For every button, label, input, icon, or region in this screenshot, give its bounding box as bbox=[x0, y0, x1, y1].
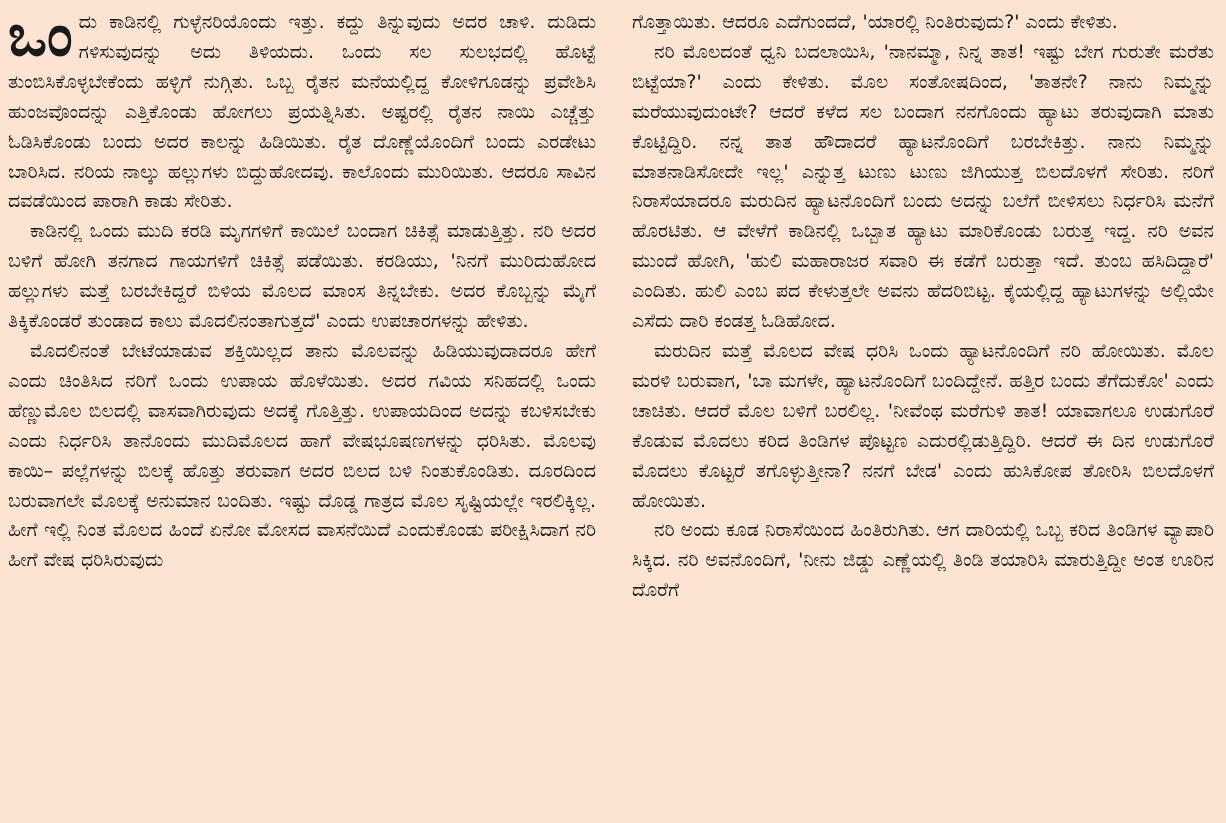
paragraph-text: ದು ಕಾಡಿನಲ್ಲಿ ಗುಳ್ಳೆನರಿಯೊಂದು ಇತ್ತು. ಕದ್ದು ತಿನ್ನುವುದು ಅದರ ಚಾಳಿ. ದುಡಿದು ಗಳಿಸುವುದನ್ನು ಅದು ತಿಳಿಯದು. ಒಂದು ಸಲ ಸುಲಭದಲ್ಲಿ ಹೊಟ್ಟೆ ತುಂಬಿಸಿಕೊಳ್ಳಬೇಕೆಂದು ಹಳ್ಳಿಗೆ ನುಗ್ಗಿತು. ಒಬ್ಬ ರೈತನ ಮನೆಯಲ್ಲಿದ್ದ ಕೋಳಿಗೂಡನ್ನು ಪ್ರವೇಶಿಸಿ ಹುಂಜವೊಂದನ್ನು ಎತ್ತಿಕೊಂಡು ಹೋಗಲು ಪ್ರಯತ್ನಿಸಿತು. ಅಷ್ಟರಲ್ಲಿ ರೈತನ ನಾಯಿ ಎಚ್ಚೆತ್ತು ಓಡಿಸಿಕೊಂಡು ಬಂದು ಅದರ ಕಾಲನ್ನು ಹಿಡಿಯಿತು. ರೈತ ದೊಣ್ಣೆಯೊಂದಿಗೆ ಬಂದು ಎರಡೇಟು ಬಾರಿಸಿದ. ನರಿಯ ನಾಲ್ಕು ಹಲ್ಲುಗಳು ಬಿದ್ದುಹೋದವು. ಕಾಲೊಂದು ಮುರಿಯಿತು. ಆದರೂ ಸಾವಿನ ದವಡೆಯಿಂದ ಪಾರಾಗಿ ಕಾಡು ಸೇರಿತು. bbox=[8, 11, 596, 213]
paragraph: ಗೊತ್ತಾಯಿತು. ಆದರೂ ಎದೆಗುಂದದೆ, 'ಯಾರಲ್ಲಿ ನಿಂತಿರುವುದು?' ಎಂದು ಕೇಳಿತು. bbox=[632, 11, 1118, 33]
paragraph: ನರಿ ಮೊಲದಂತೆ ಧ್ವನಿ ಬದಲಾಯಿಸಿ, 'ನಾನಮ್ಮಾ, ನಿನ್ನ ತಾತ! ಇಷ್ಟು ಬೇಗ ಗುರುತೇ ಮರೆತು ಬಿಟ್ಟೆಯಾ?' ಎಂದು ಕೇಳಿತು. ಮೊಲ ಸಂತೋಷದಿಂದ, 'ತಾತನೇ? ನಾನು ನಿಮ್ಮನ್ನು ಮರೆಯುವುದುಂಟೇ? ಆದರೆ ಕಳೆದ ಸಲ ಬಂದಾಗ ನನಗೊಂದು ಹ್ಯಾಟು ತರುವುದಾಗಿ ಮಾತು ಕೊಟ್ಟಿದ್ದಿರಿ. ನನ್ನ ತಾತ ಹೌದಾದರೆ ಹ್ಯಾಟನೊಂದಿಗೆ ಬರಬೇಕಿತ್ತು. ನಾನು ನಿಮ್ಮನ್ನು ಮಾತನಾಡಿಸೋದೇ ಇಲ್ಲ' ಎನ್ನುತ್ತ ಟುಣು ಟುಣು ಜಿಗಿಯುತ್ತ ಬಿಲದೊಳಗೆ ಸೇರಿತು. ನರಿಗೆ ನಿರಾಸೆಯಾದರೂ ಮರುದಿನ ಹ್ಯಾಟನೊಂದಿಗೆ ಬಂದು ಅದನ್ನು ಬಲೆಗೆ ಬೀಳಿಸಲು ನಿರ್ಧರಿಸಿ ಮನೆಗೆ ಹೊರಟಿತು. ಆ ವೇಳೆಗೆ ಕಾಡಿನಲ್ಲಿ ಒಬ್ಬಾತ ಹ್ಯಾಟು ಮಾರಿಕೊಂಡು ಬರುತ್ತ ಇದ್ದ. ನರಿ ಅವನ ಮುಂದೆ ಹೋಗಿ, 'ಹುಲಿ ಮಹಾರಾಜರ ಸವಾರಿ ಈ ಕಡೆಗೆ ಬರುತ್ತಾ ಇದೆ. ತುಂಬ ಹಸಿದಿದ್ದಾರೆ' ಎಂದಿತು. ಹುಲಿ ಎಂಬ ಪದ ಕೇಳುತ್ತಲೇ ಅವನು ಹೆದರಿಬಿಟ್ಟ. ಕೈಯಲ್ಲಿದ್ದ ಹ್ಯಾಟುಗಳನ್ನು ಅಲ್ಲಿಯೇ ಎಸೆದು ದಾರಿ ಕಂಡತ್ತ ಓಡಿಹೋದ. bbox=[632, 40, 1214, 333]
paragraph bbox=[8, 1, 596, 217]
left-column bbox=[0, 0, 606, 823]
right-column bbox=[622, 0, 1226, 823]
paragraph: ಮೊದಲಿನಂತೆ ಬೇಟೆಯಾಡುವ ಶಕ್ತಿಯಿಲ್ಲದ ತಾನು ಮೊಲವನ್ನು ಹಿಡಿಯುವುದಾದರೂ ಹೇಗೆ ಎಂದು ಚಿಂತಿಸಿದ ನರಿಗೆ ಒಂದು ಉಪಾಯ ಹೊಳೆಯಿತು. ಅದರ ಗವಿಯ ಸನಿಹದಲ್ಲಿ ಒಂದು ಹೆಣ್ಣುಮೊಲ ಬಿಲದಲ್ಲಿ ವಾಸವಾಗಿರುವುದು ಅದಕ್ಕೆ ಗೊತ್ತಿತ್ತು. ಉಪಾಯದಿಂದ ಅದನ್ನು ಕಬಳಿಸಬೇಕು ಎಂದು ನಿರ್ಧರಿಸಿ ತಾನೊಂದು ಮುದಿಮೊಲದ ಹಾಗೆ ವೇಷಭೂಷಣಗಳನ್ನು ಧರಿಸಿತು. ಮೊಲವು ಕಾಯಿ– ಪಲ್ಲೆಗಳನ್ನು ಬಿಲಕ್ಕೆ ಹೊತ್ತು ತರುವಾಗ ಅದರ ಬಿಲದ ಬಳಿ ನಿಂತುಕೊಂಡಿತು. ದೂರದಿಂದ ಬರುವಾಗಲೇ ಮೊಲಕ್ಕೆ ಅನುಮಾನ ಬಂದಿತು. ಇಷ್ಟು ದೊಡ್ಡ ಗಾತ್ರದ ಮೊಲ ಸೃಷ್ಟಿಯಲ್ಲೇ ಇರಲಿಕ್ಕಿಲ್ಲ. ಹೀಗೆ ಇಲ್ಲಿ ನಿಂತ ಮೊಲದ ಹಿಂದೆ ಏನೋ ಮೋಸದ ವಾಸನೆಯಿದೆ ಎಂದುಕೊಂಡು ಪರೀಕ್ಷಿಸಿದಾಗ ನರಿ ಹೀಗೆ ವೇಷ ಧರಿಸಿರುವುದು bbox=[8, 339, 596, 572]
paragraph: ನರಿ ಅಂದು ಕೂಡ ನಿರಾಸೆಯಿಂದ ಹಿಂತಿರುಗಿತು. ಆಗ ದಾರಿಯಲ್ಲಿ ಒಬ್ಬ ಕರಿದ ತಿಂಡಿಗಳ ವ್ಯಾಪಾರಿ ಸಿಕ್ಕಿದ. ನರಿ ಅವನೊಂದಿಗೆ, 'ನೀನು ಜಿಡ್ಡು ಎಣ್ಣೆಯಲ್ಲಿ ತಿಂಡಿ ತಯಾರಿಸಿ ಮಾರುತ್ತಿದ್ದೀ ಅಂತ ಊರಿನ ದೊರೆಗೆ bbox=[632, 519, 1214, 602]
drop-cap: ಒಂ bbox=[8, 1, 73, 69]
paragraph: ಮರುದಿನ ಮತ್ತೆ ಮೊಲದ ವೇಷ ಧರಿಸಿ ಒಂದು ಹ್ಯಾಟನೊಂದಿಗೆ ನರಿ ಹೋಯಿತು. ಮೊಲ ಮರಳಿ ಬರುವಾಗ, 'ಬಾ ಮಗಳೇ, ಹ್ಯಾಟನೊಂದಿಗೆ ಬಂದಿದ್ದೇನೆ. ಹತ್ತಿರ ಬಂದು ತೆಗೆದುಕೋ' ಎಂದು ಚಾಚಿತು. ಆದರೆ ಮೊಲ ಬಳಿಗೆ ಬರಲಿಲ್ಲ. 'ನೀವೆಂಥ ಮರೆಗುಳಿ ತಾತ! ಯಾವಾಗಲೂ ಉಡುಗೊರೆ ಕೊಡುವ ಮೊದಲು ಕರಿದ ತಿಂಡಿಗಳ ಪೊಟ್ಟಣ ಎದುರಲ್ಲಿಡುತ್ತಿದ್ದಿರಿ. ಆದರೆ ಈ ದಿನ ಉಡುಗೊರೆ ಮೊದಲು ಕೊಟ್ಟರೆ ತಗೊಳ್ಳುತ್ತೀನಾ? ನನಗೆ ಬೇಡ' ಎಂದು ಹುಸಿಕೋಪ ತೋರಿಸಿ ಬಿಲದೊಳಗೆ ಹೋಯಿತು. bbox=[632, 339, 1214, 512]
paragraph: ಕಾಡಿನಲ್ಲಿ ಒಂದು ಮುದಿ ಕರಡಿ ಮೃಗಗಳಿಗೆ ಕಾಯಿಲೆ ಬಂದಾಗ ಚಿಕಿತ್ಸೆ ಮಾಡುತ್ತಿತ್ತು. ನರಿ ಅದರ ಬಳಿಗೆ ಹೋಗಿ ತನಗಾದ ಗಾಯಗಳಿಗೆ ಚಿಕಿತ್ಸೆ ಪಡೆಯಿತು. ಕರಡಿಯು, 'ನಿನಗೆ ಮುರಿದುಹೋದ ಹಲ್ಲುಗಳು ಮತ್ತೆ ಬರಬೇಕಿದ್ದರೆ ಬಿಳಿಯ ಮೊಲದ ಮಾಂಸ ತಿನ್ನಬೇಕು. ಅದರ ಕೊಬ್ಬನ್ನು ಮೈಗೆ ತಿಕ್ಕಿಕೊಂಡರೆ ತುಂಡಾದ ಕಾಲು ಮೊದಲಿನಂತಾಗುತ್ತದೆ' ಎಂದು ಉಪಚಾರಗಳನ್ನು ಹೇಳಿತು. bbox=[8, 220, 596, 333]
